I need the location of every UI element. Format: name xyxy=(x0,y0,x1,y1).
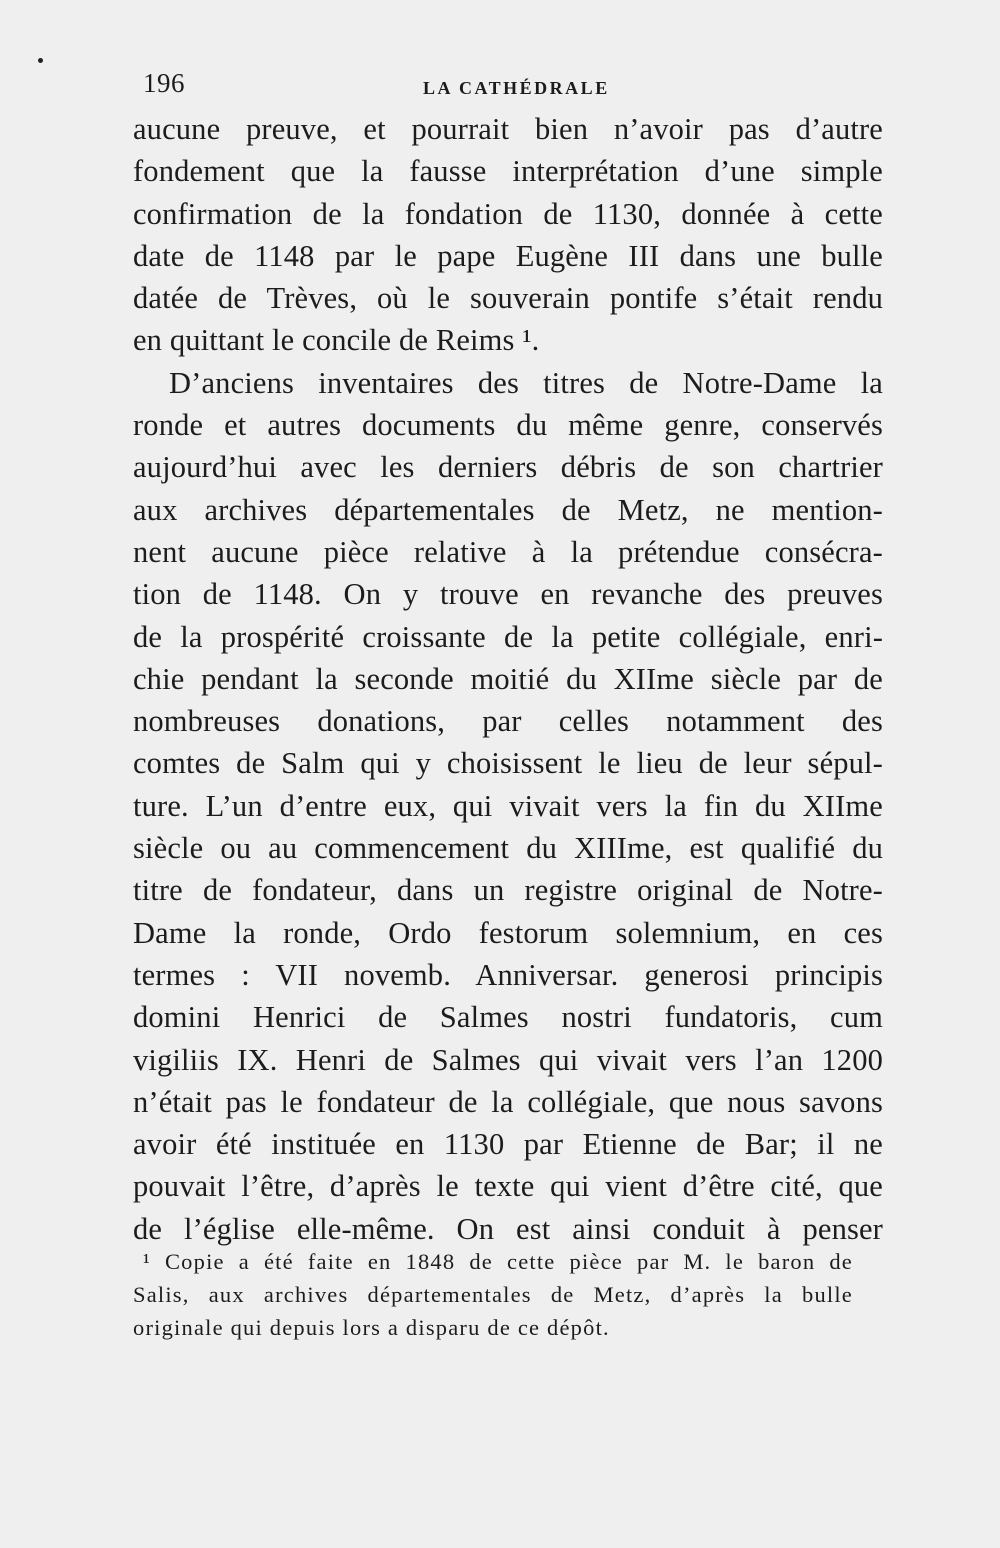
text-line: Dame la ronde, Ordo festorum solemnium, en ces xyxy=(133,915,883,950)
text-line: pouvait l’être, d’après le texte qui vient d’être cité, que xyxy=(133,1169,883,1204)
text-line: en quittant le concile de Reims ¹. xyxy=(133,323,540,358)
text-line: ture. L’un d’entre eux, qui vivait vers la fin du XIIme xyxy=(133,788,883,823)
text-line: aujourd’hui avec les derniers débris de son chartrier xyxy=(133,450,883,485)
text-line: titre de fondateur, dans un registre original de Notre- xyxy=(133,873,883,908)
text-line: avoir été instituée en 1130 par Etienne de Bar; il ne xyxy=(133,1127,883,1162)
text-line: fondement que la fausse interprétation d’une simple xyxy=(133,154,883,189)
text-line: D’anciens inventaires des titres de Notre-Dame la xyxy=(169,365,883,400)
footnote xyxy=(133,1245,853,1344)
text-line: termes : VII novemb. Anniversar. generosi principis xyxy=(133,957,883,992)
text-line: aux archives départementales de Metz, ne mention- xyxy=(133,492,883,527)
text-line: vigiliis IX. Henri de Salmes qui vivait vers l’an 1200 xyxy=(133,1042,883,1077)
page-number: 196 xyxy=(143,68,185,98)
text-line: domini Henrici de Salmes nostri fundatoris, cum xyxy=(133,1000,883,1035)
body-text xyxy=(133,108,883,1250)
text-line: tion de 1148. On y trouve en revanche des preuves xyxy=(133,577,883,612)
text-line: de l’église elle-même. On est ainsi conduit à penser xyxy=(133,1211,883,1246)
text-line: de la prospérité croissante de la petite collégiale, enri- xyxy=(133,619,883,654)
text-line: aucune preuve, et pourrait bien n’avoir pas d’autre xyxy=(133,112,883,146)
text-line: n’était pas le fondateur de la collégiale, que nous savons xyxy=(133,1084,883,1119)
text-line: nombreuses donations, par celles notamment des xyxy=(133,704,883,739)
text-line: date de 1148 par le pape Eugène III dans une bulle xyxy=(133,238,883,273)
text-line: ronde et autres documents du même genre, conservés xyxy=(133,408,883,443)
running-title: LA CATHÉDRALE xyxy=(423,78,610,98)
text-line: comtes de Salm qui y choisissent le lieu de leur sépul- xyxy=(133,746,883,781)
footnote-line: Salis, aux archives départementales de Metz, d’après la bulle xyxy=(133,1282,853,1307)
ink-speck xyxy=(38,58,43,63)
footnote-line: ¹ Copie a été faite en 1848 de cette pièce par M. le baron de xyxy=(143,1249,853,1274)
text-line: siècle ou au commencement du XIIIme, est qualifié du xyxy=(133,831,883,866)
text-line: confirmation de la fondation de 1130, donnée à cette xyxy=(133,196,883,231)
text-line: datée de Trèves, où le souverain pontife s’était rendu xyxy=(133,281,883,316)
footnote-line: originale qui depuis lors a disparu de ce dépôt. xyxy=(133,1315,610,1340)
text-line: chie pendant la seconde moitié du XIIme siècle par de xyxy=(133,661,883,696)
page-header xyxy=(143,68,883,104)
text-line: nent aucune pièce relative à la prétendue consécra- xyxy=(133,534,883,569)
